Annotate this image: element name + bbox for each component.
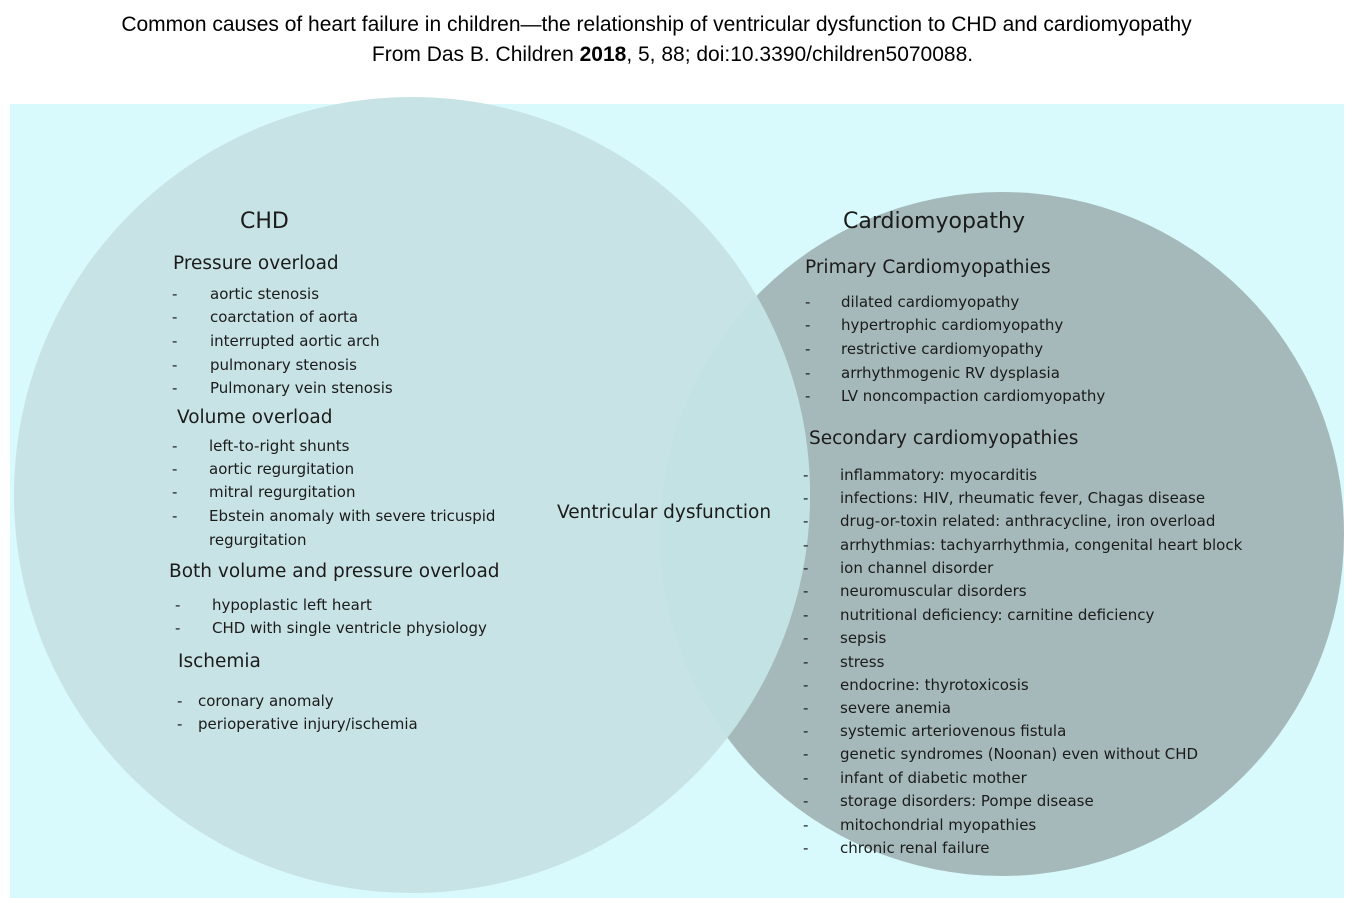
bullet-dash: -: [172, 437, 178, 455]
bullet-dash: -: [803, 489, 809, 507]
cardiomyopathy-cause-item: severe anemia: [840, 699, 951, 717]
cardiomyopathy-cause-item: inflammatory: myocarditis: [840, 466, 1038, 484]
cardiomyopathy-cause-item: drug-or-toxin related: anthracycline, iron overload: [840, 512, 1216, 530]
chd-cause-item: left-to-right shunts: [209, 437, 350, 455]
bullet-dash: -: [803, 653, 809, 671]
cardiomyopathy-cause-item: hypertrophic cardiomyopathy: [841, 316, 1064, 334]
cardiomyopathy-cause-item: genetic syndromes (Noonan) even without CHD: [840, 745, 1199, 763]
chd-cause-item: Ebstein anomaly with severe tricuspid: [209, 507, 496, 525]
chd-cause-item: pulmonary stenosis: [210, 356, 357, 374]
cardiomyopathy-cause-item: mitochondrial myopathies: [840, 816, 1037, 834]
bullet-dash: -: [172, 460, 178, 478]
bullet-dash: -: [172, 483, 178, 501]
chd-cause-item: coarctation of aorta: [210, 308, 359, 326]
bullet-dash: -: [805, 364, 811, 382]
bullet-dash: -: [803, 792, 809, 810]
overlap-label: Ventricular dysfunction: [557, 502, 772, 523]
cardiomyopathy-cause-item: restrictive cardiomyopathy: [841, 340, 1044, 358]
chd-cause-item: aortic regurgitation: [209, 460, 355, 478]
chd-cause-item: CHD with single ventricle physiology: [212, 619, 487, 637]
cardiomyopathy-cause-item: systemic arteriovenous fistula: [840, 722, 1067, 740]
cardiomyopathy-cause-item: LV noncompaction cardiomyopathy: [841, 387, 1106, 405]
bullet-dash: -: [172, 356, 178, 374]
chd-cause-item: aortic stenosis: [210, 285, 320, 303]
bullet-dash: -: [172, 507, 178, 525]
bullet-dash: -: [175, 619, 181, 637]
bullet-dash: -: [803, 606, 809, 624]
chd-group-heading: Pressure overload: [173, 253, 339, 274]
bullet-dash: -: [803, 816, 809, 834]
bullet-dash: -: [803, 512, 809, 530]
chd-group-heading: Both volume and pressure overload: [169, 561, 500, 582]
bullet-dash: -: [172, 285, 178, 303]
chd-title: CHD: [240, 209, 289, 234]
cardiomyopathy-cause-item: neuromuscular disorders: [840, 582, 1027, 600]
caption-source-prefix: From Das B. Children: [371, 43, 580, 66]
cardiomyopathy-cause-item: arrhythmias: tachyarrhythmia, congenital heart block: [840, 536, 1243, 554]
chd-cause-item: perioperative injury/ischemia: [198, 715, 418, 733]
bullet-dash: -: [805, 293, 811, 311]
bullet-dash: -: [803, 769, 809, 787]
bullet-dash: -: [803, 629, 809, 647]
bullet-dash: -: [803, 699, 809, 717]
cardiomyopathy-group-heading: Primary Cardiomyopathies: [805, 257, 1051, 278]
bullet-dash: -: [805, 316, 811, 334]
cardiomyopathy-cause-item: arrhythmogenic RV dysplasia: [841, 364, 1060, 382]
bullet-dash: -: [805, 387, 811, 405]
bullet-dash: -: [172, 379, 178, 397]
cardiomyopathy-group-heading: Secondary cardiomyopathies: [809, 428, 1079, 449]
cardiomyopathy-cause-item: endocrine: thyrotoxicosis: [840, 676, 1029, 694]
chd-cause-item: interrupted aortic arch: [210, 332, 380, 350]
chd-cause-item: hypoplastic left heart: [212, 596, 372, 614]
bullet-dash: -: [803, 582, 809, 600]
chd-group-heading: Ischemia: [178, 651, 261, 672]
chd-cause-item: Pulmonary vein stenosis: [210, 379, 393, 397]
caption-source-suffix: , 5, 88; doi:10.3390/children5070088.: [626, 43, 974, 66]
cardiomyopathy-cause-item: infant of diabetic mother: [840, 769, 1027, 787]
bullet-dash: -: [803, 466, 809, 484]
cardiomyopathy-cause-item: stress: [840, 653, 885, 671]
cardiomyopathy-cause-item: infections: HIV, rheumatic fever, Chagas disease: [840, 489, 1206, 507]
cardiomyopathy-title: Cardiomyopathy: [843, 209, 1025, 234]
caption-source-year: 2018: [579, 43, 627, 66]
cardiomyopathy-cause-item: ion channel disorder: [840, 559, 994, 577]
bullet-dash: -: [803, 559, 809, 577]
chd-group-heading: Volume overload: [177, 407, 333, 428]
bullet-dash: -: [177, 715, 183, 733]
bullet-dash: -: [172, 332, 178, 350]
bullet-dash: -: [803, 676, 809, 694]
cardiomyopathy-cause-item: chronic renal failure: [840, 839, 990, 857]
bullet-dash: -: [803, 745, 809, 763]
bullet-dash: -: [172, 308, 178, 326]
cardiomyopathy-cause-item: nutritional deficiency: carnitine deficiency: [840, 606, 1155, 624]
chd-cause-item: regurgitation: [209, 531, 307, 549]
bullet-dash: -: [803, 722, 809, 740]
chd-cause-item: mitral regurgitation: [209, 483, 356, 501]
bullet-dash: -: [175, 596, 181, 614]
cardiomyopathy-cause-item: dilated cardiomyopathy: [841, 293, 1020, 311]
bullet-dash: -: [805, 340, 811, 358]
figure-caption-title: Common causes of heart failure in children—the relationship of ventricular dysfunction to CHD and cardiomyopathy: [121, 13, 1192, 36]
bullet-dash: -: [177, 692, 183, 710]
bullet-dash: -: [803, 536, 809, 554]
bullet-dash: -: [803, 839, 809, 857]
cardiomyopathy-cause-item: sepsis: [840, 629, 887, 647]
cardiomyopathy-cause-item: storage disorders: Pompe disease: [840, 792, 1094, 810]
chd-cause-item: coronary anomaly: [198, 692, 334, 710]
